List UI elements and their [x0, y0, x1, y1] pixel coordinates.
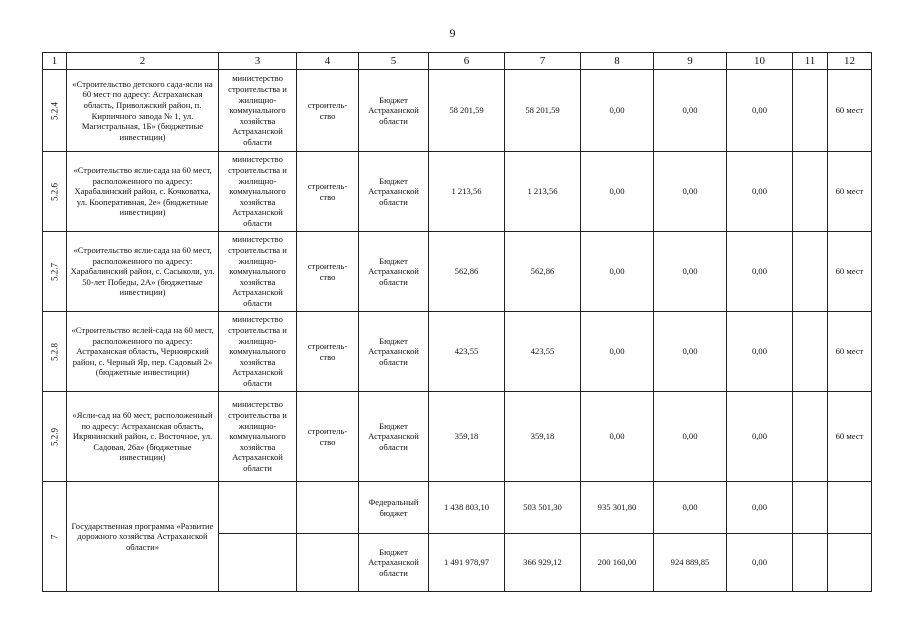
total-value: 423,55: [429, 312, 505, 392]
year-4-value: 0,00: [727, 534, 793, 592]
total-value: 359,18: [429, 392, 505, 482]
column-header: 3: [219, 53, 297, 70]
year-1-value: 562,86: [505, 232, 581, 312]
funding-source: Бюджет Астраханской области: [359, 232, 429, 312]
program-row: [43, 482, 872, 534]
year-1-value: 359,18: [505, 392, 581, 482]
header-row: [43, 53, 872, 70]
object-name: «Строительство яслей-сада на 60 мест, расположенного по адресу: Астраханская область, Черноярский район, с. Черный Яр, пер. Садовый 2» (бюджетные инвестиции): [67, 312, 219, 392]
year-5-value: [793, 152, 828, 232]
year-1-value: 503 501,30: [505, 482, 581, 534]
program-table: [42, 52, 872, 592]
funding-source: Бюджет Астраханской области: [359, 70, 429, 152]
year-1-value: 423,55: [505, 312, 581, 392]
total-value: 1 491 978,97: [429, 534, 505, 592]
total-value: 562,86: [429, 232, 505, 312]
column-header: 10: [727, 53, 793, 70]
total-value: 58 201,59: [429, 70, 505, 152]
column-header: 7: [505, 53, 581, 70]
sphere: [297, 534, 359, 592]
year-1-value: 366 929,12: [505, 534, 581, 592]
funding-source: Бюджет Астраханской области: [359, 534, 429, 592]
year-3-value: 0,00: [654, 482, 727, 534]
year-3-value: 924 889,85: [654, 534, 727, 592]
column-header: 8: [581, 53, 654, 70]
result-value: 60 мест: [828, 392, 872, 482]
result-value: 60 мест: [828, 70, 872, 152]
object-name: «Строительство ясли-сада на 60 мест, расположенного по адресу: Харабалинский район, с. Сасыколи, ул. 50-лет Победы, 2А» (бюджетные инвестиции): [67, 232, 219, 312]
year-2-value: 0,00: [581, 152, 654, 232]
result-value: [828, 534, 872, 592]
total-value: 1 213,56: [429, 152, 505, 232]
page-number: 9: [449, 26, 456, 40]
year-2-value: 0,00: [581, 70, 654, 152]
year-2-value: 0,00: [581, 232, 654, 312]
table-row: [43, 392, 872, 482]
column-header: 9: [654, 53, 727, 70]
column-header: 12: [828, 53, 872, 70]
executor: министерство строительства и жилищно-коммунального хозяйства Астраханской области: [219, 152, 297, 232]
result-value: 60 мест: [828, 152, 872, 232]
executor: [219, 534, 297, 592]
year-5-value: [793, 312, 828, 392]
year-3-value: 0,00: [654, 312, 727, 392]
executor: министерство строительства и жилищно-коммунального хозяйства Астраханской области: [219, 312, 297, 392]
row-number: 5.2.7: [43, 232, 67, 312]
object-name: «Ясли-сад на 60 мест, расположенный по адресу: Астраханская область, Икрянинский район, с. Восточное, ул. Садовая, 26а» (бюджетные инвестиции): [67, 392, 219, 482]
year-5-value: [793, 392, 828, 482]
year-4-value: 0,00: [727, 152, 793, 232]
column-header: 11: [793, 53, 828, 70]
table-row: [43, 152, 872, 232]
sphere: [297, 482, 359, 534]
table-row: [43, 312, 872, 392]
year-2-value: 0,00: [581, 312, 654, 392]
column-header: 4: [297, 53, 359, 70]
table-row: [43, 232, 872, 312]
result-value: [828, 482, 872, 534]
column-header: 6: [429, 53, 505, 70]
year-2-value: 200 160,00: [581, 534, 654, 592]
object-name: «Строительство детского сада-ясли на 60 мест по адресу: Астраханская область, Приволжский район, п. Кирпичного завода № 1, ул. Магистральная, 1Б» (бюджетные инвестиции): [67, 70, 219, 152]
year-5-value: [793, 232, 828, 312]
executor: министерство строительства и жилищно-коммунального хозяйства Астраханской области: [219, 70, 297, 152]
sphere: строитель-ство: [297, 232, 359, 312]
column-header: 5: [359, 53, 429, 70]
year-3-value: 0,00: [654, 152, 727, 232]
year-4-value: 0,00: [727, 392, 793, 482]
result-value: 60 мест: [828, 312, 872, 392]
executor: министерство строительства и жилищно-коммунального хозяйства Астраханской области: [219, 392, 297, 482]
year-3-value: 0,00: [654, 232, 727, 312]
row-number: 5.2.9: [43, 392, 67, 482]
year-1-value: 58 201,59: [505, 70, 581, 152]
total-value: 1 438 803,10: [429, 482, 505, 534]
year-3-value: 0,00: [654, 392, 727, 482]
year-5-value: [793, 534, 828, 592]
year-1-value: 1 213,56: [505, 152, 581, 232]
row-number: 7: [43, 482, 67, 592]
executor: [219, 482, 297, 534]
year-2-value: 0,00: [581, 392, 654, 482]
result-value: 60 мест: [828, 232, 872, 312]
column-header: 1: [43, 53, 67, 70]
table-row: [43, 70, 872, 152]
program-name: Государственная программа «Развитие дорожного хозяйства Астраханской области»: [67, 482, 219, 592]
year-4-value: 0,00: [727, 70, 793, 152]
row-number: 5.2.4: [43, 70, 67, 152]
sphere: строитель-ство: [297, 70, 359, 152]
year-5-value: [793, 482, 828, 534]
executor: министерство строительства и жилищно-коммунального хозяйства Астраханской области: [219, 232, 297, 312]
year-2-value: 935 301,80: [581, 482, 654, 534]
funding-source: Бюджет Астраханской области: [359, 392, 429, 482]
row-number: 5.2.6: [43, 152, 67, 232]
sphere: строитель-ство: [297, 152, 359, 232]
year-4-value: 0,00: [727, 312, 793, 392]
funding-source: Бюджет Астраханской области: [359, 152, 429, 232]
sphere: строитель-ство: [297, 312, 359, 392]
year-4-value: 0,00: [727, 232, 793, 312]
funding-source: Федеральный бюджет: [359, 482, 429, 534]
row-number: 5.2.8: [43, 312, 67, 392]
funding-source: Бюджет Астраханской области: [359, 312, 429, 392]
sphere: строитель-ство: [297, 392, 359, 482]
year-4-value: 0,00: [727, 482, 793, 534]
year-5-value: [793, 70, 828, 152]
column-header: 2: [67, 53, 219, 70]
object-name: «Строительство ясли-сада на 60 мест, расположенного по адресу: Харабалинский район, с. Кочковатка, ул. Кооперативная, 2е» (бюджетные инвестиции): [67, 152, 219, 232]
year-3-value: 0,00: [654, 70, 727, 152]
